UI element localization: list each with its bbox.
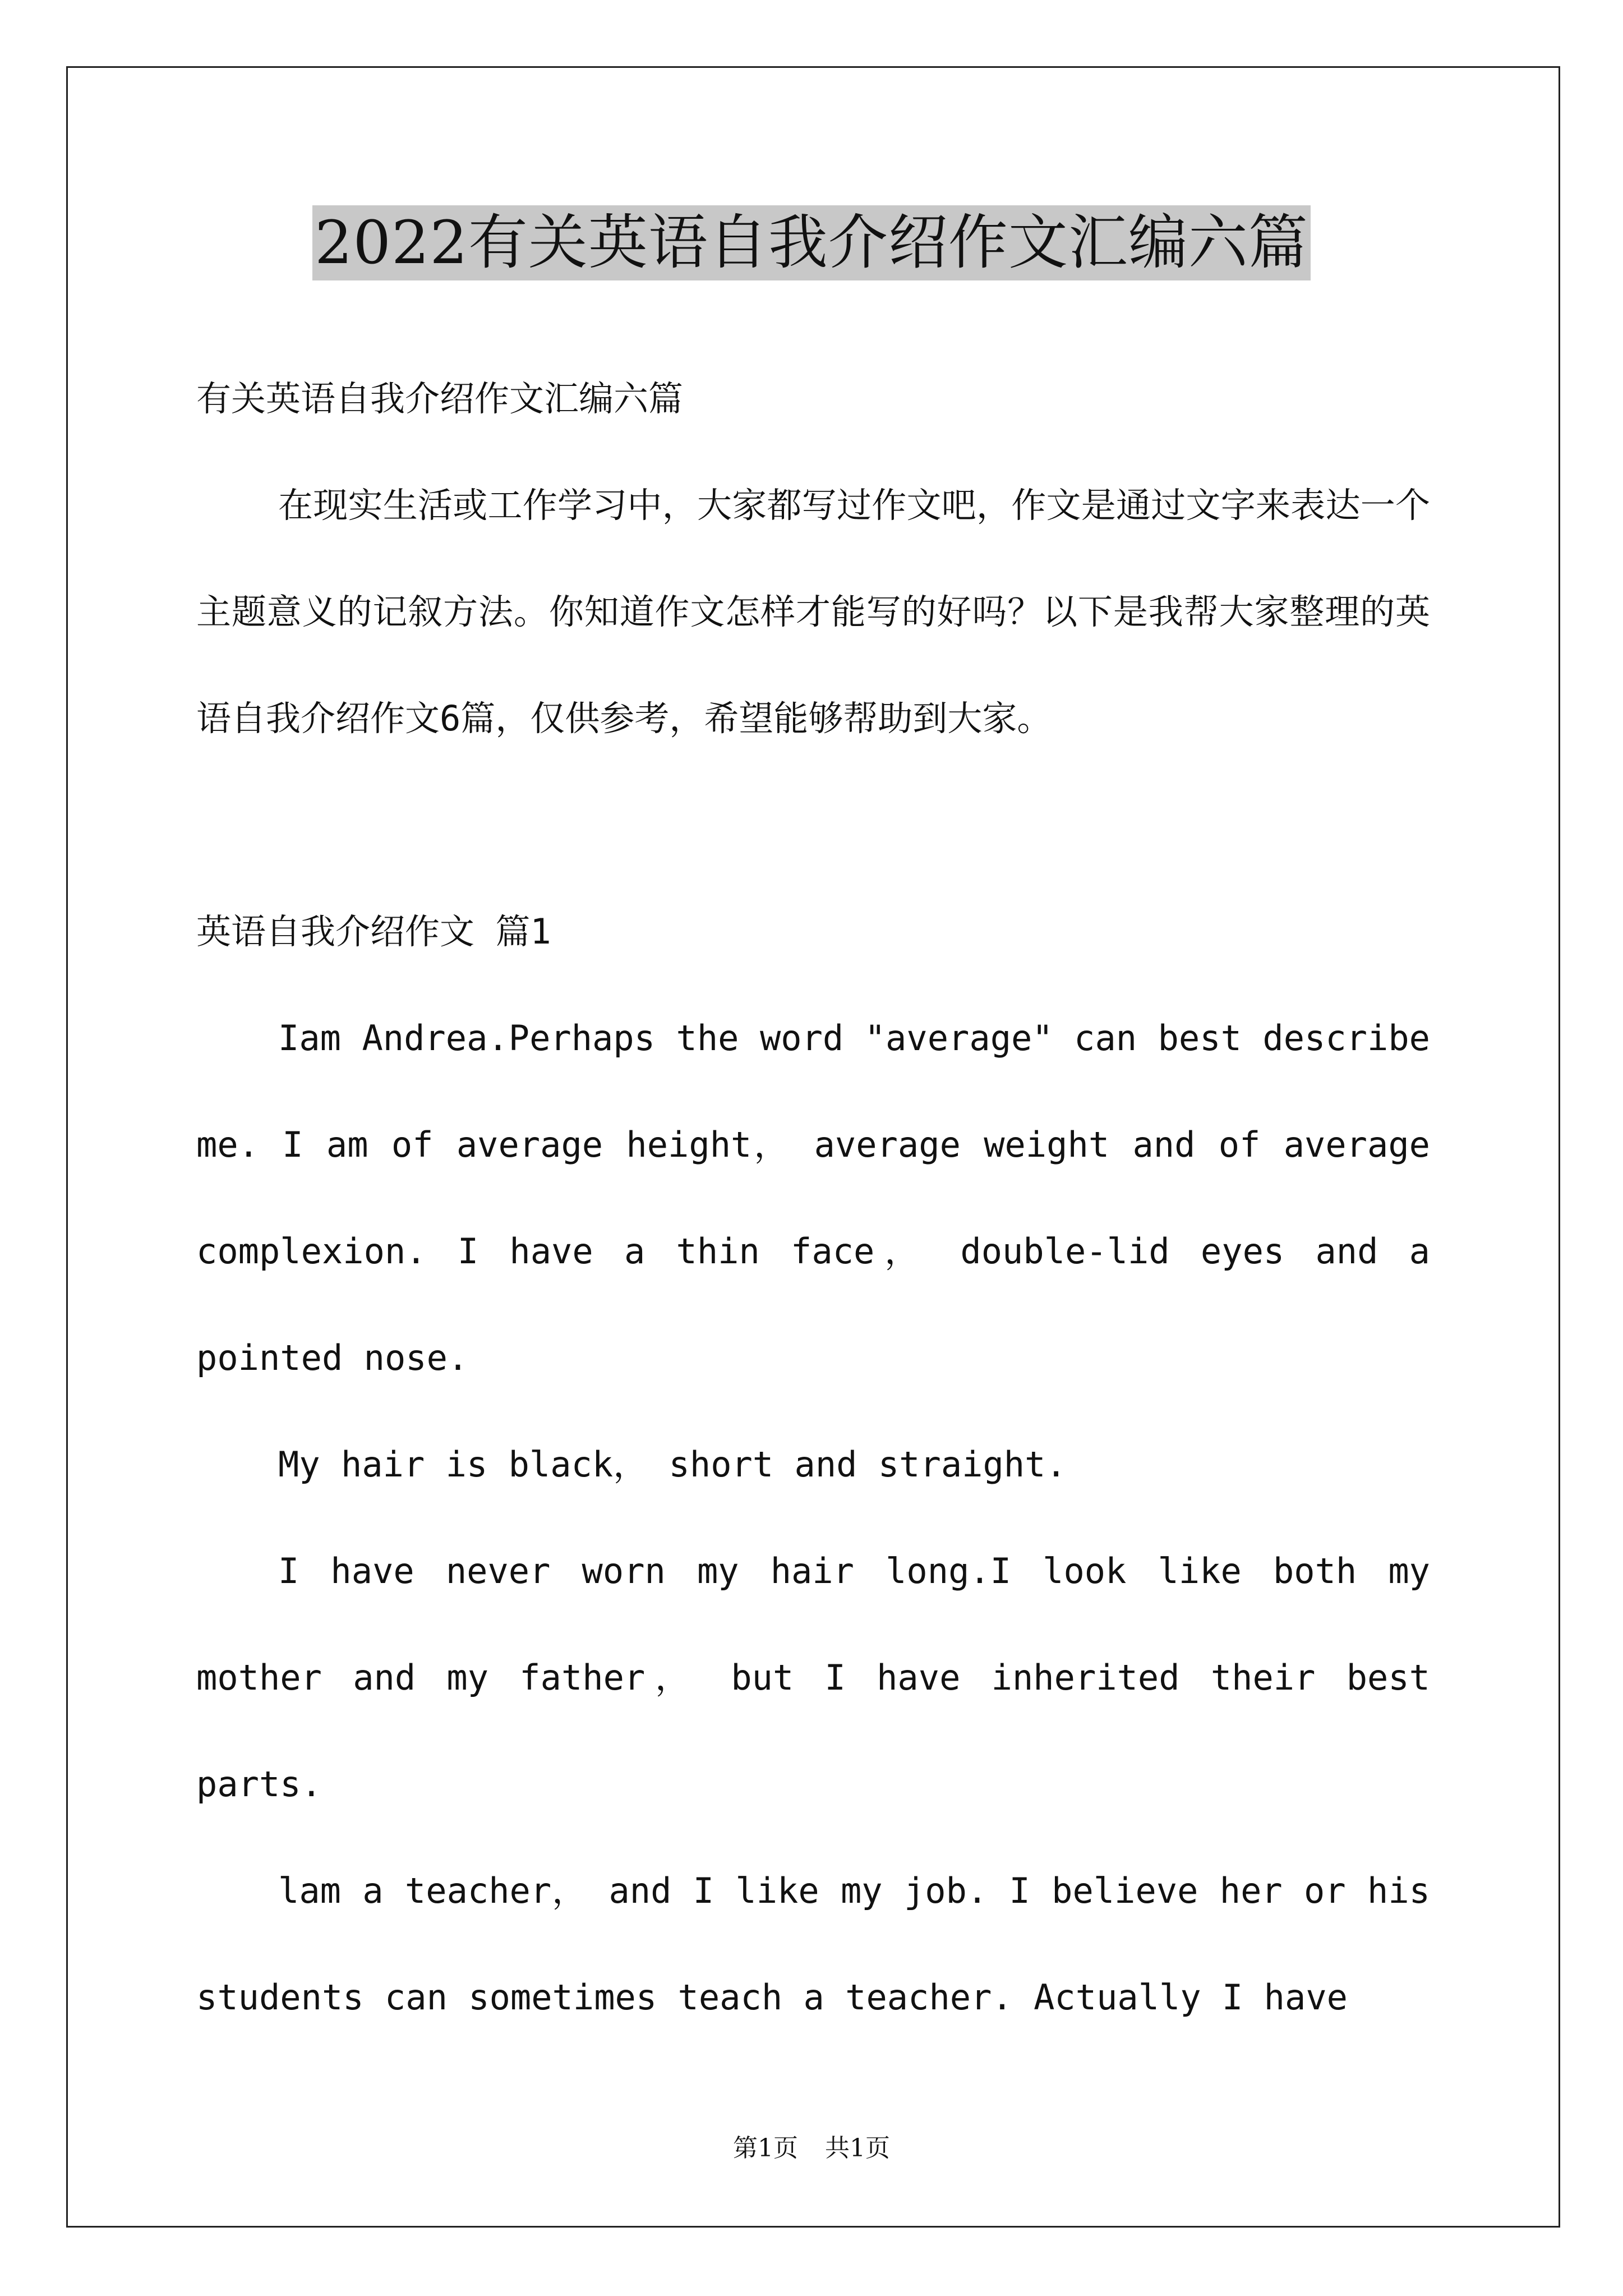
document-title: 2022有关英语自我介绍作文汇编六篇	[312, 205, 1311, 280]
intro-paragraph: 在现实生活或工作学习中，大家都写过作文吧，作文是通过文字来表达一个主题意义的记叙方法。你知道作文怎样才能写的好吗？以下是我帮大家整理的英语自我介绍作文6篇，仅供参考，希望能够帮助到大家。	[196, 485, 1430, 739]
subtitle: 有关英语自我介绍作文汇编六篇	[196, 378, 684, 419]
section-heading: 英语自我介绍作文 篇1	[196, 911, 551, 952]
document-body	[196, 346, 1430, 2051]
page-footer	[0, 2132, 1623, 2165]
essay-paragraph: My hair is black， short and straight.	[278, 1444, 1067, 1485]
essay-paragraph: Iam Andrea.Perhaps the word "average" can best describe me. I am of average height， average weight and of average complexion. I have a thin face， double-lid eyes and a pointed nose.	[196, 1018, 1430, 1378]
essay-paragraph: I have never worn my hair long.I look like both my mother and my father， but I have inherited their best parts.	[196, 1550, 1430, 1805]
essay-paragraph: lam a teacher， and I like my job. I believe her or his students can sometimes teach a teacher. Actually I have	[196, 1870, 1430, 2018]
page-total: 共1页	[825, 2134, 890, 2162]
blank-line	[196, 772, 1430, 878]
title-container	[0, 205, 1623, 280]
page-number: 第1页	[733, 2134, 798, 2162]
